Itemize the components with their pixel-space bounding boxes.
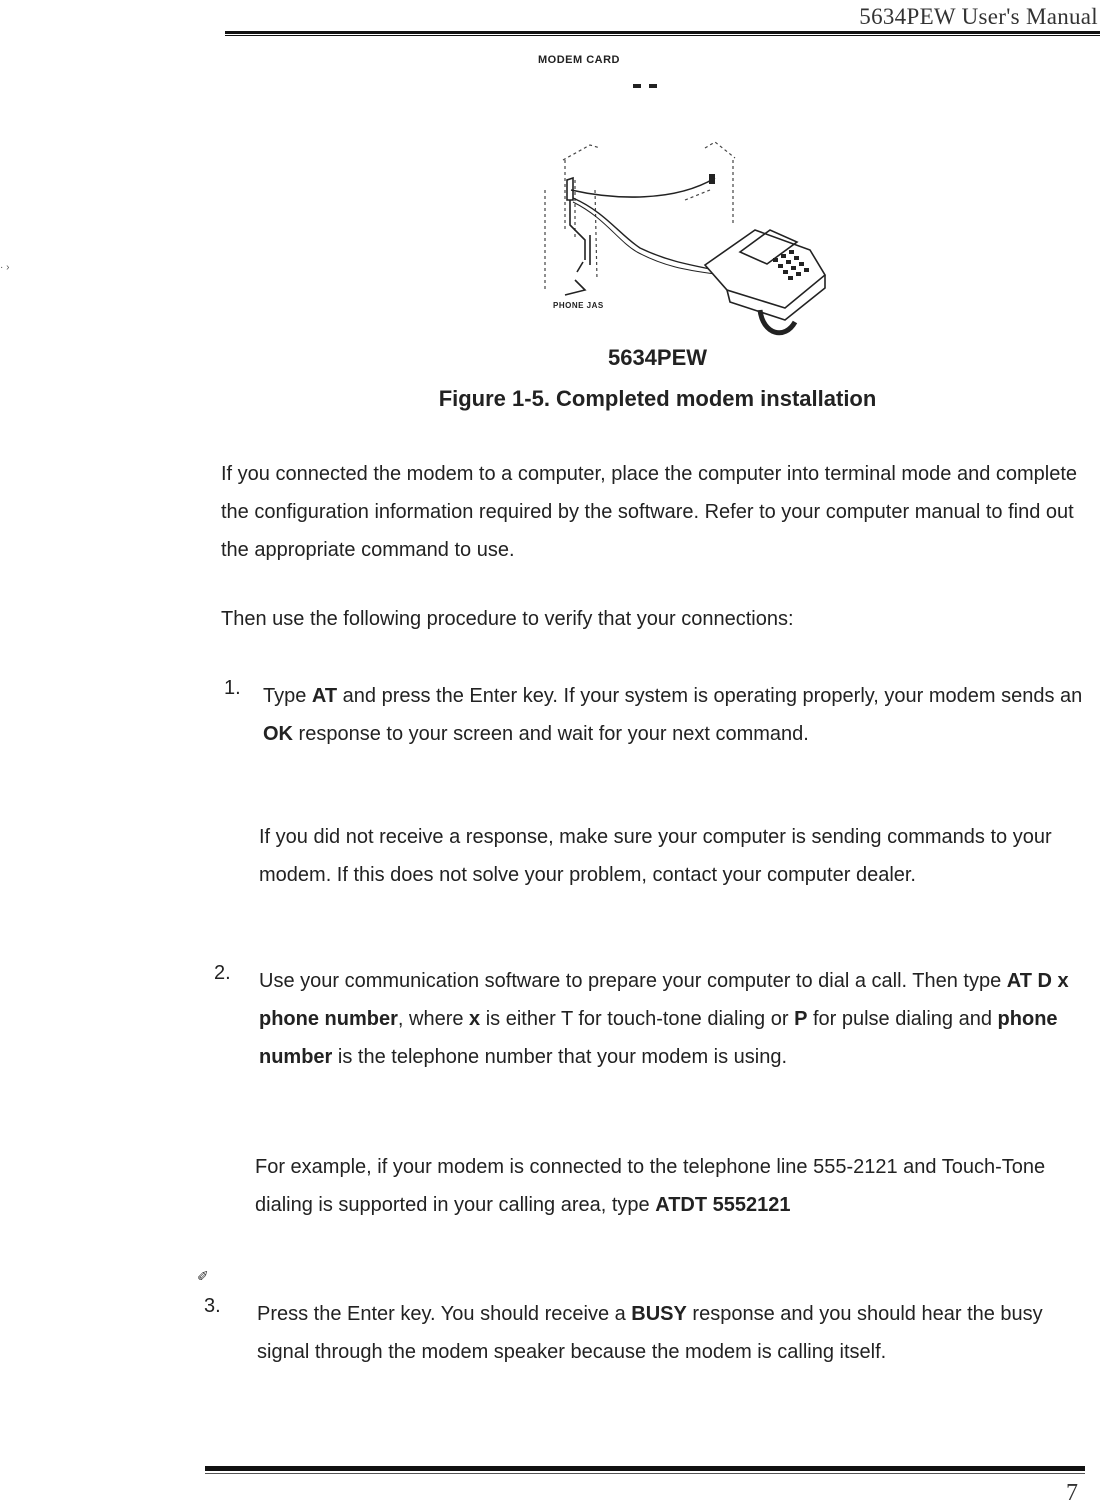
telephone-icon <box>705 230 825 333</box>
step-2-example: For example, if your modem is connected to the telephone line 555-2121 and Touch-Tone dialing is supported in your calling area, type ATDT 5552121 <box>255 1156 1046 1216</box>
step-2-text: Use your communication software to prepare your computer to dial a call. Then type AT D x phone number, where x is either T for touch-tone dialing or P for pulse dialing and phone number is the telephone number that your modem is using. <box>259 970 1069 1068</box>
line-cable <box>571 178 715 197</box>
scan-mark: ✐ <box>197 1268 209 1284</box>
command-atd: AT D x phone number <box>259 970 1069 1030</box>
step-number: 2. <box>214 962 231 984</box>
step-number: 1. <box>224 677 241 699</box>
scan-mark: · › <box>0 262 10 273</box>
figure-model: 5634PEW <box>607 345 708 370</box>
wall-jack-icon <box>709 174 715 184</box>
step-3-text: Press the Enter key. You should receive a BUSY response and you should hear the busy signal through the modem speaker because the modem is calling itself. <box>257 1303 1043 1363</box>
step-1-text: Type AT and press the Enter key. If your system is operating properly, your modem sends an OK response to your screen and wait for your next command. <box>263 685 1083 745</box>
page-header <box>225 0 1100 36</box>
page-number: 7 <box>1066 1480 1078 1506</box>
step-number: 3. <box>204 1295 221 1317</box>
phone-jack-icon <box>649 84 657 88</box>
phone-jack-label: PHONE JAS <box>553 301 604 310</box>
response-busy: BUSY <box>631 1303 687 1325</box>
command-at: AT <box>311 685 338 707</box>
installation-illustration <box>505 50 835 370</box>
figure-caption: Figure 1-5. Completed modem installation <box>438 386 877 411</box>
intro-paragraph: If you connected the modem to a computer, place the computer into terminal mode and complete the configuration information required by the software. Refer to your computer manual to find out the appropriate command to use. <box>221 463 1078 561</box>
modem-card-bracket <box>565 178 590 295</box>
line-jack-icon <box>633 84 641 88</box>
header-rule-thin <box>225 35 1100 36</box>
command-example: ATDT 5552121 <box>655 1194 791 1216</box>
footer-rule <box>205 1466 1085 1471</box>
procedure-intro: Then use the following procedure to verify that your connections: <box>221 608 794 630</box>
footer-rule-thin <box>205 1473 1085 1474</box>
step-1-note: If you did not receive a response, make sure your computer is sending commands to your modem. If this does not solve your problem, contact your computer dealer. <box>259 826 1052 886</box>
manual-title: 5634PEW User's Manual <box>859 4 1098 29</box>
modem-installation-figure <box>505 50 835 370</box>
header-rule <box>225 31 1100 34</box>
phone-cable <box>573 198 715 270</box>
modem-card-label: MODEM CARD <box>538 54 620 66</box>
response-ok: OK <box>263 723 293 745</box>
